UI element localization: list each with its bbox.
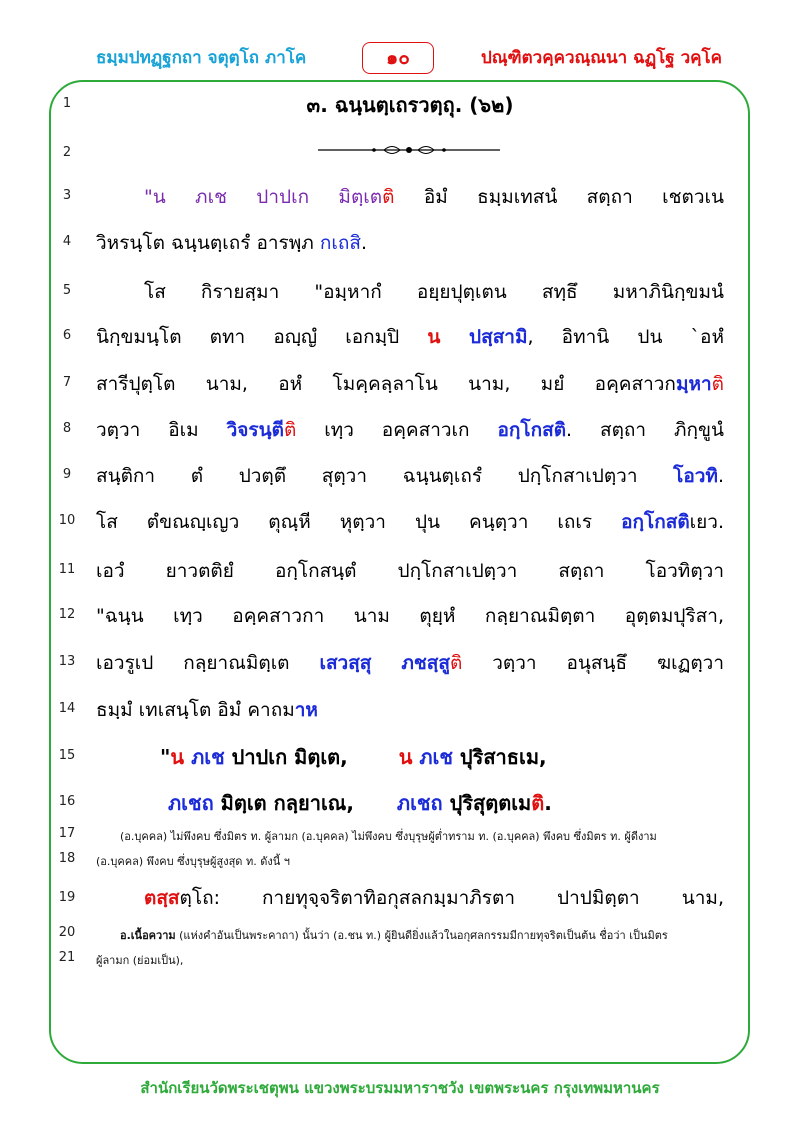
emphasis-text: ตสฺส — [144, 887, 180, 909]
line-number: 5 — [62, 283, 72, 298]
line-number: 21 — [58, 950, 76, 965]
commentary-line — [96, 883, 724, 913]
line-number: 20 — [58, 925, 76, 940]
verse-emphasis: ภเช — [419, 745, 453, 769]
body-text: วตฺวา อนุสนฺธึ ฆเฏตฺวา — [462, 652, 725, 674]
line-number: 2 — [62, 145, 72, 160]
verse-line-2 — [168, 787, 728, 819]
emphasis-text: "น ภเช ปาปเก มิตฺเต — [144, 186, 383, 208]
verse-text: มิตฺเต กลฺยาเณ, — [213, 791, 354, 815]
body-line — [96, 228, 724, 258]
body-text: สารีปุตฺโต นาม, อหํ โมคฺคลฺลาโน นาม, มยํ อคฺคสาวก — [96, 373, 676, 395]
verse-emphasis: ภเชถ — [396, 791, 443, 815]
line-number: 9 — [62, 467, 72, 482]
body-line: เอวํ ยาวตติยํ อกฺโกสนฺตํ ปกฺโกสาเปตฺวา สตฺถา โอวทิตฺวา — [96, 560, 724, 582]
emphasis-text: าห — [294, 699, 318, 721]
body-line — [96, 695, 724, 725]
emphasis-text: เสวสฺสุ — [319, 652, 372, 674]
emphasis-text: น — [427, 326, 470, 348]
emphasis-text: กเถสิ — [319, 232, 361, 254]
page-number-box: ๑๐ — [362, 42, 434, 74]
line-number: 19 — [58, 890, 76, 905]
body-line: โส กิรายสฺมา "อมฺหากํ อยฺยปุตฺเตน สทฺธึ มหาภินิกฺขมนํ — [144, 281, 724, 303]
line-number: 12 — [58, 607, 76, 622]
line-number: 10 — [58, 513, 76, 528]
line-number: 14 — [58, 701, 76, 716]
emphasis-text: ปสฺสามิ — [469, 326, 528, 348]
body-line — [96, 182, 724, 212]
footer-institution: สำนักเรียนวัดพระเชตุพน แขวงพระบรมมหาราชวัง เขตพระนคร กรุงเทพมหานคร — [140, 1079, 660, 1097]
body-text: เทฺว อคฺคสาวเก — [296, 419, 498, 441]
line-number: 6 — [62, 328, 72, 343]
line-number: 7 — [62, 375, 72, 390]
body-text: นิกฺขมนฺโต ตทา อญฺญํ เอกมฺปิ — [96, 326, 428, 348]
line-number: 17 — [58, 826, 76, 841]
translation-line — [96, 926, 724, 944]
emphasis-text: โอวทิ — [673, 465, 718, 487]
verse-emphasis: ภเชถ — [168, 791, 214, 815]
body-text: ตฺโถ: กายทุจฺจริตาทิอกุสลกมฺมาภิรตา ปาปมิตฺตา นาม, — [179, 887, 724, 909]
line-number: 11 — [58, 562, 76, 577]
body-line — [96, 648, 724, 678]
verse-text: " — [160, 745, 171, 769]
line-number: 3 — [62, 188, 72, 203]
body-text: สนฺติกา ตํ ปวตฺตึ สุตฺวา ฉนฺนตฺเถรํ ปกฺโกสาเปตฺวา — [96, 465, 674, 487]
translation-text: (แห่งคำอันเป็นพระคาถา) นั้นว่า (อ.ชน ท.) ผู้ยินดียิ่งแล้วในอกุศลกรรมมีกายทุจริตเป็นต้น ชื่อว่า เป็นมิตร — [175, 929, 668, 942]
emphasis-text: มฺหา — [675, 373, 712, 395]
line-number: 16 — [58, 794, 76, 809]
body-text: เอวรูเป กลฺยาณมิตฺเต — [96, 652, 320, 674]
verse-emphasis: น — [170, 745, 192, 769]
header-chapter-title: ปณฺฑิตวคฺควณฺณนา ฉฏฺโฐ วคฺโค — [480, 48, 722, 68]
emphasis-text: ติ — [382, 186, 395, 208]
body-line — [96, 415, 724, 445]
translation-line: (อ.บุคคล) พึงคบ ซึ่งบุรุษผู้สูงสุด ท. ดังนี้ ฯ — [96, 855, 290, 868]
translation-line: ผู้ลามก (ย่อมเป็น), — [96, 954, 184, 967]
verse-emphasis: น — [398, 745, 420, 769]
body-line: "ฉนฺน เทฺว อคฺคสาวกา นาม ตุยฺหํ กลฺยาณมิตฺตา อุตฺตมปุริสา, — [96, 605, 724, 627]
emphasis-text: อกฺโกสติ — [497, 419, 567, 441]
header-book-title: ธมฺมปทฏฺฐกถา จตุตฺโถ ภาโค — [96, 48, 307, 68]
story-title: ๓. ฉนฺนตฺเถรวตฺถุ. (๖๒) — [306, 93, 514, 117]
emphasis-text: ภชสฺสู — [401, 652, 450, 674]
emphasis-text: ติ — [711, 373, 724, 395]
emphasis-text: วิจรนฺตี — [226, 419, 284, 441]
line-number: 8 — [62, 421, 72, 436]
body-text: อิมํ ธมฺมเทสนํ สตฺถา เชตวเน — [394, 186, 724, 208]
verse-text: . — [544, 791, 552, 815]
body-line — [96, 369, 724, 399]
body-text — [371, 652, 401, 674]
verse-emphasis: ติ — [531, 791, 545, 815]
emphasis-text: ติ — [283, 419, 297, 441]
body-text: เยว. — [689, 511, 724, 533]
ornament-divider — [314, 143, 504, 157]
body-text: โส ตํขณญฺเญว ตุณฺหี หุตฺวา ปุน คนฺตฺวา เถเร — [96, 511, 622, 533]
body-text: , อิทานิ ปน `อหํ — [527, 326, 724, 348]
line-number: 13 — [58, 654, 76, 669]
emphasis-text: ติ — [449, 652, 463, 674]
body-text: ธมฺมํ เทเสนฺโต อิมํ คาถม — [96, 699, 295, 721]
body-text: วตฺวา อิเม — [96, 419, 227, 441]
verse-text: ปาปเก มิตฺเต, — [224, 745, 348, 769]
body-line — [96, 507, 724, 537]
body-text: . — [360, 232, 367, 254]
line-number: 18 — [58, 851, 76, 866]
verse-line-1 — [160, 741, 720, 773]
body-text: วิหรนฺโต ฉนฺนตฺเถรํ อารพฺภ — [96, 232, 320, 254]
body-text: . — [717, 465, 724, 487]
line-number: 4 — [62, 234, 72, 249]
verse-emphasis: ภเช — [191, 745, 225, 769]
body-line — [96, 322, 724, 352]
line-number: 15 — [58, 748, 76, 763]
body-line — [96, 461, 724, 491]
body-text: . สตฺถา ภิกฺขูนํ — [566, 419, 724, 441]
translation-heading: อ.เนื้อความ — [120, 929, 176, 942]
line-number: 1 — [62, 96, 72, 111]
verse-text: ปุริสุตฺตเม — [442, 791, 532, 815]
verse-text: ปุริสาธเม, — [452, 745, 547, 769]
emphasis-text: อกฺโกสติ — [621, 511, 690, 533]
translation-line: (อ.บุคคล) ไม่พึงคบ ซึ่งมิตร ท. ผู้ลามก (อ.บุคคล) ไม่พึงคบ ซึ่งบุรุษผู้ต่ำทราม ท. (อ.บุคคล) พึงคบ ซึ่งมิตร ท. ผู้ดีงาม — [120, 830, 657, 843]
